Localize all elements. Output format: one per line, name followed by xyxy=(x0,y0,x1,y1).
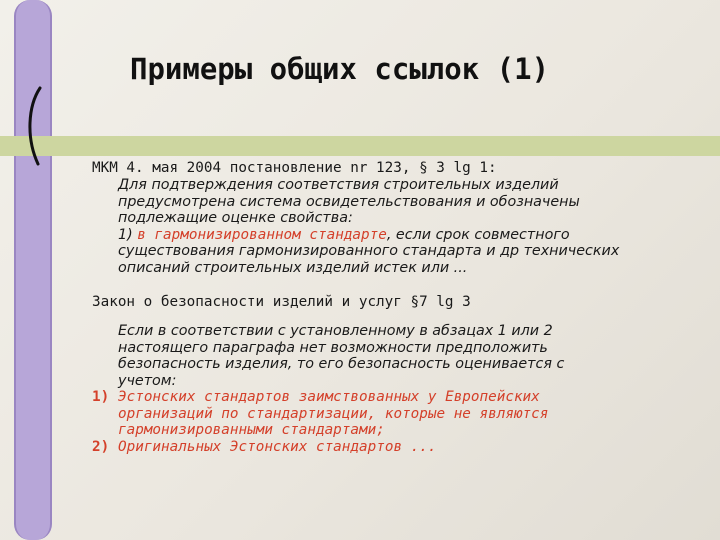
bracket-decoration xyxy=(22,86,46,166)
green-horizontal-bar xyxy=(0,136,720,156)
section2-item xyxy=(92,439,712,456)
section2-line: безопасность изделия, то его безопасность оценивается с xyxy=(118,356,565,372)
section1-line: предусмотрена система освидетельствования и обозначены xyxy=(118,193,580,210)
section2-item-text: гармонизированными стандартами; xyxy=(118,422,385,438)
section2-item-text: Эстонских стандартов заимствованных у Европейских xyxy=(118,389,540,405)
section2-line: Если в соответствии с установленному в абзацах 1 или 2 xyxy=(118,323,553,339)
slide-content xyxy=(92,160,712,455)
list-number: 2) xyxy=(92,438,110,455)
section1-line: описаний строительных изделий истек или ... xyxy=(118,259,468,276)
purple-vertical-bar xyxy=(14,0,52,540)
slide-title: Примеры общих ссылок (1) xyxy=(130,52,550,86)
section2-heading: Закон о безопасности изделий и услуг §7 lg 3 xyxy=(92,294,471,310)
section2-item-cont xyxy=(92,406,712,423)
section1-item xyxy=(92,227,712,244)
section1-item-highlight: в гармонизированном стандарте xyxy=(137,226,387,243)
section1-item-prefix: 1) xyxy=(118,226,138,243)
section1-line: Для подтверждения соответствия строительных изделий xyxy=(118,177,559,193)
section1-line: существования гармонизированного стандарта и др технических xyxy=(118,243,620,259)
section2-line: настоящего параграфа нет возможности предположить xyxy=(118,339,548,356)
section2-item-text: организаций по стандартизации, которые не являются xyxy=(118,405,549,422)
section1-line: подлежащие оценке свойства: xyxy=(118,210,353,226)
section1-item-rest: , если срок совместного xyxy=(386,226,570,243)
section2-item-cont xyxy=(92,422,712,439)
section2-item-text: Оригинальных Эстонских стандартов ... xyxy=(118,438,437,455)
section1-heading: МКМ 4. мая 2004 постановление nr 123, § 3 lg 1: xyxy=(92,160,497,176)
section2-item xyxy=(92,389,712,406)
section2-line: учетом: xyxy=(118,372,177,389)
list-number: 1) xyxy=(92,389,110,405)
